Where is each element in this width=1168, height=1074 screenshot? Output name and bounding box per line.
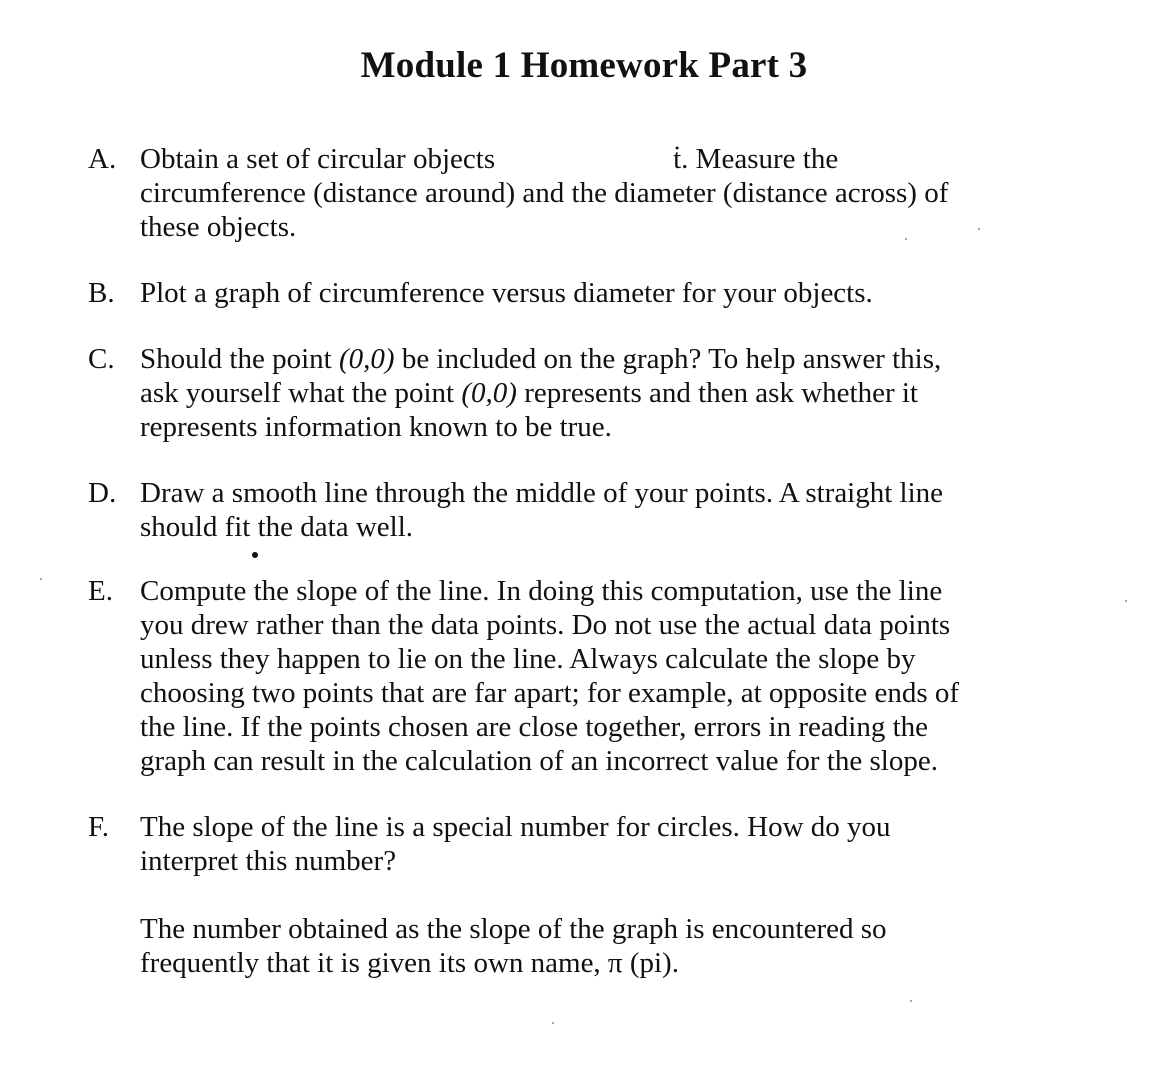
scan-speck [40, 578, 42, 580]
item-line: Draw a smooth line through the middle of your points. A straight line [140, 477, 944, 509]
item-letter: A. [88, 143, 117, 175]
item-body [140, 810, 1088, 980]
item-text: represents and then ask whether it [516, 377, 918, 409]
item-line: interpret this number? [140, 845, 397, 877]
item-letter: B. [88, 277, 115, 309]
item-line [140, 142, 1088, 176]
item-body [140, 276, 1088, 310]
item-body [140, 476, 1088, 544]
item-body [140, 574, 1088, 778]
item-text: Should the point [140, 343, 339, 375]
item-line: circumference (distance around) and the diameter (distance across) of [140, 177, 949, 209]
item-b [88, 276, 1088, 310]
item-letter: E. [88, 575, 113, 607]
note-line: The number obtained as the slope of the graph is encountered so [140, 913, 887, 945]
item-a [88, 142, 1088, 244]
item-line: represents information known to be true. [140, 411, 612, 443]
item-letter: C. [88, 343, 115, 375]
scan-speck [978, 228, 980, 230]
item-line: The slope of the line is a special number for circles. How do you [140, 811, 891, 843]
pi-note [140, 912, 1088, 980]
item-line: unless they happen to lie on the line. Always calculate the slope by [140, 643, 916, 675]
item-letter: F. [88, 811, 110, 843]
item-body [140, 142, 1088, 244]
page-title: Module 1 Homework Part 3 [360, 45, 808, 86]
item-e [88, 574, 1088, 778]
item-line: the line. If the points chosen are close together, errors in reading the [140, 711, 928, 743]
item-line: graph can result in the calculation of an incorrect value for the slope. [140, 745, 938, 777]
note-line: frequently that it is given its own name, π (pi). [140, 947, 679, 979]
point-notation: (0,0) [461, 377, 517, 409]
item-line [140, 342, 1088, 376]
point-notation: (0,0) [338, 343, 395, 375]
scan-speck [1125, 600, 1127, 602]
item-text: be included on the graph? To help answer this, [394, 343, 942, 375]
item-letter: D. [88, 477, 117, 509]
item-line [140, 376, 1088, 410]
item-line: choosing two points that are far apart; for example, at opposite ends of [140, 677, 960, 709]
item-body [140, 342, 1088, 444]
item-line: these objects. [140, 211, 297, 243]
item-text: ṫ. Measure the [673, 143, 839, 175]
item-line: Plot a graph of circumference versus diameter for your objects. [140, 277, 873, 309]
scan-speck [905, 238, 907, 240]
item-d [88, 476, 1088, 544]
item-f [88, 810, 1088, 980]
scan-speck [552, 1022, 554, 1024]
scan-speck [910, 1000, 912, 1002]
item-text: Obtain a set of circular objects [140, 143, 496, 175]
item-line: Compute the slope of the line. In doing this computation, use the line [140, 575, 943, 607]
item-line: you drew rather than the data points. Do not use the actual data points [140, 609, 951, 641]
stray-dot [252, 552, 258, 558]
item-c [88, 342, 1088, 444]
item-line: should fit the data well. [140, 511, 414, 543]
item-text: ask yourself what the point [140, 377, 462, 409]
